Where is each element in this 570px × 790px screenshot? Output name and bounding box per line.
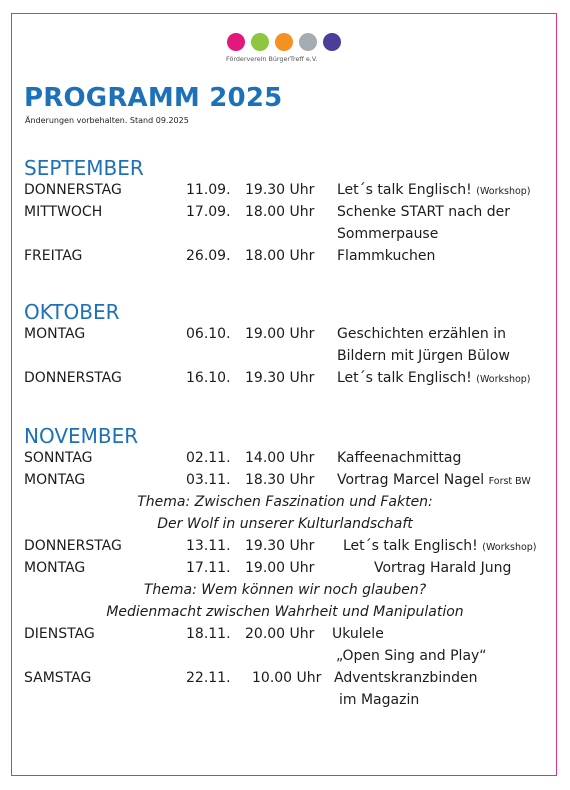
event-row <box>0 370 570 392</box>
event-title: im Magazin <box>339 692 420 708</box>
event-time: 14.00 Uhr <box>245 450 315 466</box>
event-time: 19.00 Uhr <box>245 560 315 576</box>
event-title: Bildern mit Jürgen Bülow <box>337 348 510 364</box>
event-day: DONNERSTAG <box>24 182 122 198</box>
event-title <box>337 472 531 488</box>
event-theme: Thema: Wem können wir noch glauben? <box>143 582 427 598</box>
event-title: „Open Sing and Play“ <box>336 648 487 664</box>
event-time: 19.30 Uhr <box>245 182 315 198</box>
event-title-text: Let´s talk Englisch! <box>343 538 478 554</box>
event-time: 19.30 Uhr <box>245 370 315 386</box>
event-row-continuation <box>0 226 570 248</box>
event-title: Flammkuchen <box>337 248 436 264</box>
event-title-text: Let´s talk Englisch! <box>337 182 472 198</box>
month-heading-oktober: OKTOBER <box>24 300 120 324</box>
event-row <box>0 182 570 204</box>
event-theme: Medienmacht zwischen Wahrheit und Manipulation <box>106 604 464 620</box>
event-time: 18.00 Uhr <box>245 248 315 264</box>
event-time: 20.00 Uhr <box>245 626 315 642</box>
month-heading-september: SEPTEMBER <box>24 156 144 180</box>
event-date: 18.11. <box>186 626 231 642</box>
event-date: 16.10. <box>186 370 231 386</box>
event-note: (Workshop) <box>476 186 531 197</box>
event-note: (Workshop) <box>476 374 531 385</box>
month-heading-november: NOVEMBER <box>24 424 139 448</box>
event-row <box>0 450 570 472</box>
event-date: 26.09. <box>186 248 231 264</box>
event-date: 11.09. <box>186 182 231 198</box>
event-row-continuation <box>0 692 570 714</box>
event-row <box>0 670 570 692</box>
event-day: MONTAG <box>24 560 86 576</box>
event-note: (Workshop) <box>482 542 537 553</box>
logo-dot-purple <box>323 33 341 51</box>
event-title: Ukulele <box>332 626 384 642</box>
event-date: 02.11. <box>186 450 231 466</box>
event-row-continuation <box>0 348 570 370</box>
event-title-text: Vortrag Marcel Nagel <box>337 472 485 488</box>
event-title: Geschichten erzählen in <box>337 326 506 342</box>
event-date: 03.11. <box>186 472 231 488</box>
event-theme: Der Wolf in unserer Kulturlandschaft <box>157 516 413 532</box>
event-row <box>0 472 570 494</box>
event-title-text: Let´s talk Englisch! <box>337 370 472 386</box>
event-date: 17.11. <box>186 560 231 576</box>
event-title <box>337 182 531 198</box>
logo-dot-green <box>251 33 269 51</box>
event-row <box>0 326 570 348</box>
event-row <box>0 538 570 560</box>
event-day: DIENSTAG <box>24 626 95 642</box>
event-day: SAMSTAG <box>24 670 92 686</box>
logo-text: Förderverein BürgerTreff e.V. <box>226 55 318 63</box>
event-time: 18.00 Uhr <box>245 204 315 220</box>
logo <box>226 33 344 73</box>
event-date: 13.11. <box>186 538 231 554</box>
event-title: Sommerpause <box>337 226 439 242</box>
event-day: MITTWOCH <box>24 204 103 220</box>
event-row <box>0 248 570 270</box>
event-title: Schenke START nach der <box>337 204 510 220</box>
event-theme: Thema: Zwischen Faszination und Fakten: <box>137 494 433 510</box>
event-day: DONNERSTAG <box>24 370 122 386</box>
logo-dot-magenta <box>227 33 245 51</box>
event-title <box>343 538 537 554</box>
event-day: FREITAG <box>24 248 83 264</box>
event-note: Forst BW <box>488 476 531 487</box>
event-row <box>0 560 570 582</box>
event-row-continuation <box>0 648 570 670</box>
logo-dot-grey <box>299 33 317 51</box>
event-row <box>0 204 570 226</box>
event-time: 18.30 Uhr <box>245 472 315 488</box>
event-time: 19.30 Uhr <box>245 538 315 554</box>
event-row <box>0 626 570 648</box>
event-time: 10.00 Uhr <box>252 670 322 686</box>
event-title: Adventskranzbinden <box>334 670 478 686</box>
event-day: SONNTAG <box>24 450 93 466</box>
logo-dot-orange <box>275 33 293 51</box>
event-day: MONTAG <box>24 326 86 342</box>
event-title: Kaffeenachmittag <box>337 450 462 466</box>
event-day: MONTAG <box>24 472 86 488</box>
event-day: DONNERSTAG <box>24 538 122 554</box>
page-subtitle: Änderungen vorbehalten. Stand 09.2025 <box>25 116 189 125</box>
event-title <box>337 370 531 386</box>
event-date: 22.11. <box>186 670 231 686</box>
event-time: 19.00 Uhr <box>245 326 315 342</box>
event-title: Vortrag Harald Jung <box>374 560 512 576</box>
event-date: 17.09. <box>186 204 231 220</box>
page-title: PROGRAMM 2025 <box>24 83 283 113</box>
event-date: 06.10. <box>186 326 231 342</box>
